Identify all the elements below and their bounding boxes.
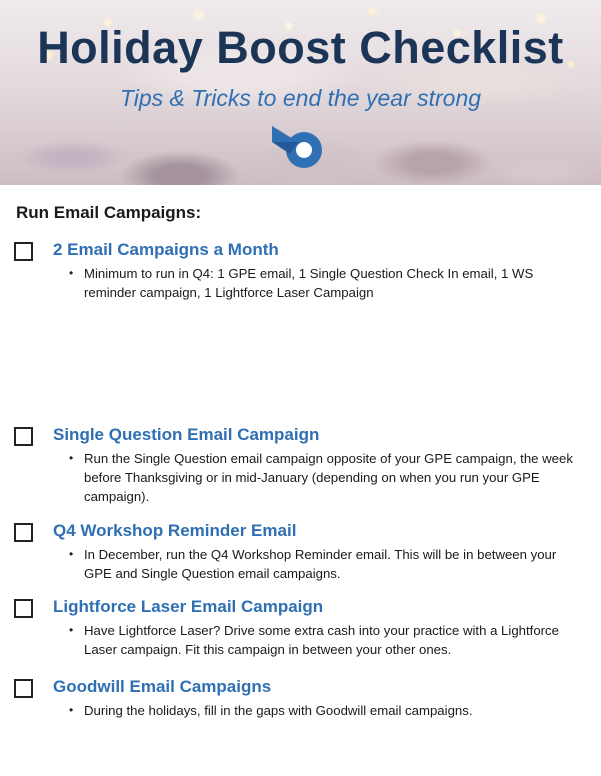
bullet-dot-icon: • [69, 266, 74, 280]
page-subtitle: Tips & Tricks to end the year strong [119, 85, 482, 111]
item-description: Have Lightforce Laser? Drive some extra cash into your practice with a Lightforce Laser campaign. Fit this campaign in between your other ones. [84, 623, 559, 657]
item-description: In December, run the Q4 Workshop Reminder email. This will be in between your GPE and Single Question email campaigns. [84, 547, 557, 581]
item-checkbox[interactable] [14, 427, 33, 446]
item-description: Minimum to run in Q4: 1 GPE email, 1 Single Question Check In email, 1 WS reminder campaign, 1 Lightforce Laser Campaign [84, 266, 534, 300]
item-description: During the holidays, fill in the gaps with Goodwill email campaigns. [84, 703, 473, 718]
header-banner [0, 0, 601, 185]
item-title: Lightforce Laser Email Campaign [53, 597, 324, 616]
item-checkbox[interactable] [14, 242, 33, 261]
item-title: Goodwill Email Campaigns [53, 677, 272, 696]
section-heading: Run Email Campaigns: [16, 203, 202, 222]
item-checkbox[interactable] [14, 679, 33, 698]
bullet-dot-icon: • [69, 703, 74, 717]
brand-logo-icon [264, 120, 332, 170]
item-title: Single Question Email Campaign [53, 425, 320, 444]
bullet-dot-icon: • [69, 451, 74, 465]
item-title: Q4 Workshop Reminder Email [53, 521, 297, 540]
item-checkbox[interactable] [14, 599, 33, 618]
bullet-dot-icon: • [69, 547, 74, 561]
item-checkbox[interactable] [14, 523, 33, 542]
item-title: 2 Email Campaigns a Month [53, 240, 279, 259]
item-description: Run the Single Question email campaign opposite of your GPE campaign, the week before Thanksgiving or in mid-January (depending on when you run your GPE campaign). [84, 451, 573, 504]
page-title: Holiday Boost Checklist [37, 22, 564, 73]
bullet-dot-icon: • [69, 623, 74, 637]
